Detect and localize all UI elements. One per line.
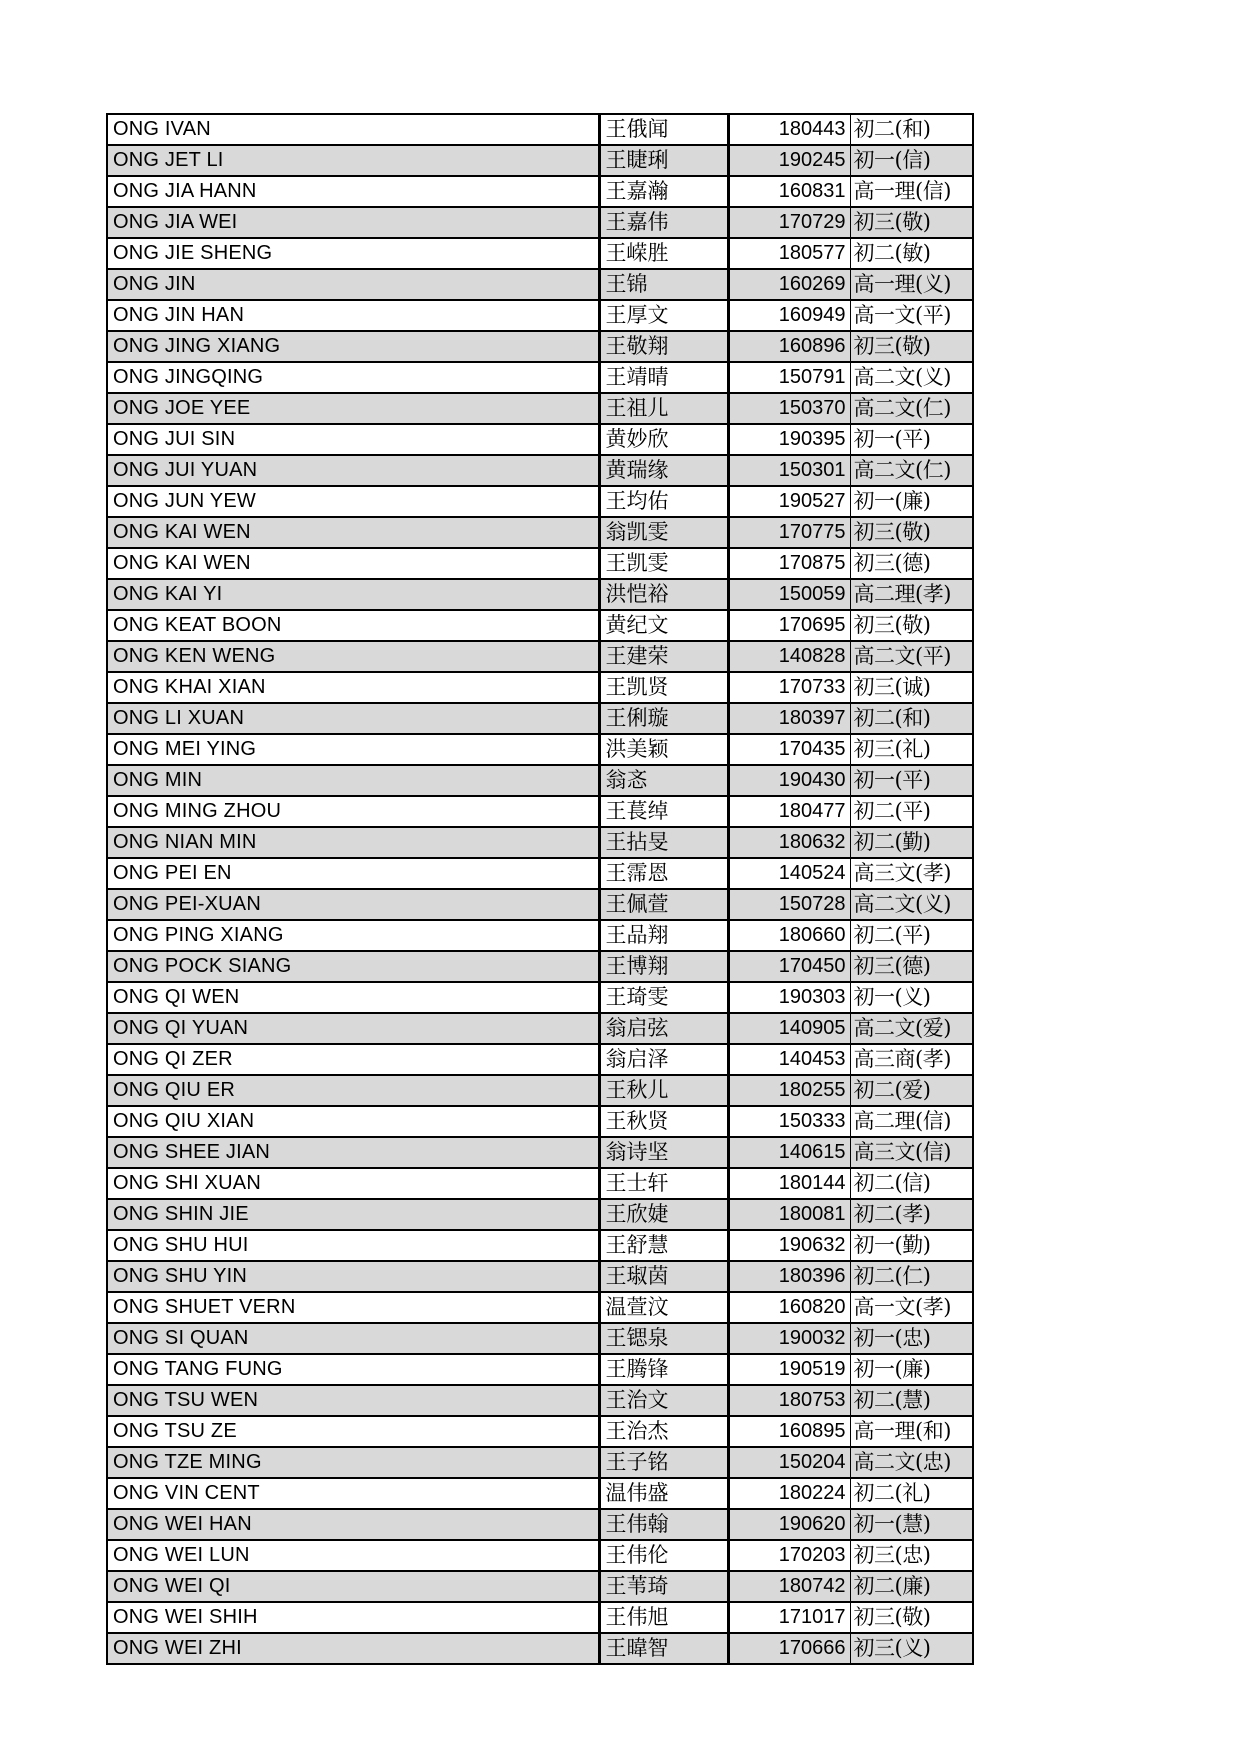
cell-class: 初三(敬) (850, 610, 973, 641)
cell-english-name: ONG WEI QI (107, 1571, 599, 1602)
cell-english-name: ONG SHU HUI (107, 1230, 599, 1261)
cell-english-name: ONG SI QUAN (107, 1323, 599, 1354)
cell-student-id: 180255 (728, 1075, 850, 1106)
cell-class: 初一(廉) (850, 1354, 973, 1385)
cell-english-name: ONG TZE MING (107, 1447, 599, 1478)
cell-student-id: 150370 (728, 393, 850, 424)
cell-chinese-name: 王萇绰 (599, 796, 728, 827)
cell-chinese-name: 翁启泽 (599, 1044, 728, 1075)
cell-english-name: ONG TSU WEN (107, 1385, 599, 1416)
cell-english-name: ONG PEI-XUAN (107, 889, 599, 920)
cell-class: 初一(平) (850, 765, 973, 796)
cell-class: 初三(义) (850, 1633, 973, 1664)
cell-chinese-name: 翁凯雯 (599, 517, 728, 548)
cell-student-id: 190620 (728, 1509, 850, 1540)
cell-class: 高二理(信) (850, 1106, 973, 1137)
cell-chinese-name: 王俄闻 (599, 114, 728, 145)
cell-class: 初二(廉) (850, 1571, 973, 1602)
cell-class: 初二(信) (850, 1168, 973, 1199)
cell-english-name: ONG JIN HAN (107, 300, 599, 331)
cell-chinese-name: 温萱汶 (599, 1292, 728, 1323)
cell-chinese-name: 王凯雯 (599, 548, 728, 579)
cell-chinese-name: 王伟旭 (599, 1602, 728, 1633)
cell-chinese-name: 王伟翰 (599, 1509, 728, 1540)
cell-english-name: ONG KHAI XIAN (107, 672, 599, 703)
cell-student-id: 170695 (728, 610, 850, 641)
cell-chinese-name: 王建荣 (599, 641, 728, 672)
table-row (107, 1137, 973, 1168)
cell-student-id: 190527 (728, 486, 850, 517)
cell-student-id: 170203 (728, 1540, 850, 1571)
cell-chinese-name: 王霈恩 (599, 858, 728, 889)
cell-chinese-name: 王厚文 (599, 300, 728, 331)
table-row (107, 703, 973, 734)
cell-class: 初二(仁) (850, 1261, 973, 1292)
cell-student-id: 180397 (728, 703, 850, 734)
table-row (107, 1447, 973, 1478)
cell-chinese-name: 翁诗坚 (599, 1137, 728, 1168)
cell-student-id: 140453 (728, 1044, 850, 1075)
cell-student-id: 140828 (728, 641, 850, 672)
cell-chinese-name: 王锶泉 (599, 1323, 728, 1354)
cell-chinese-name: 王靖晴 (599, 362, 728, 393)
table-row (107, 1044, 973, 1075)
table-row (107, 765, 973, 796)
cell-english-name: ONG QI YUAN (107, 1013, 599, 1044)
cell-class: 初二(敏) (850, 238, 973, 269)
cell-student-id: 180224 (728, 1478, 850, 1509)
cell-english-name: ONG JIN (107, 269, 599, 300)
table-row (107, 827, 973, 858)
cell-chinese-name: 黄纪文 (599, 610, 728, 641)
cell-english-name: ONG TANG FUNG (107, 1354, 599, 1385)
table-row (107, 1416, 973, 1447)
table-row (107, 1540, 973, 1571)
cell-chinese-name: 王治杰 (599, 1416, 728, 1447)
table-row (107, 114, 973, 145)
cell-chinese-name: 王敬翔 (599, 331, 728, 362)
cell-english-name: ONG JUI SIN (107, 424, 599, 455)
cell-chinese-name: 王子铭 (599, 1447, 728, 1478)
cell-class: 初一(勤) (850, 1230, 973, 1261)
table-row (107, 1354, 973, 1385)
cell-english-name: ONG SHUET VERN (107, 1292, 599, 1323)
cell-student-id: 160269 (728, 269, 850, 300)
cell-student-id: 140615 (728, 1137, 850, 1168)
cell-student-id: 180081 (728, 1199, 850, 1230)
cell-class: 高一理(和) (850, 1416, 973, 1447)
cell-class: 初二(和) (850, 114, 973, 145)
cell-student-id: 150791 (728, 362, 850, 393)
table-row (107, 1323, 973, 1354)
cell-chinese-name: 王苇琦 (599, 1571, 728, 1602)
cell-english-name: ONG QIU ER (107, 1075, 599, 1106)
cell-english-name: ONG JIA WEI (107, 207, 599, 238)
cell-english-name: ONG MIN (107, 765, 599, 796)
table-row (107, 672, 973, 703)
cell-class: 初三(敬) (850, 517, 973, 548)
table-row (107, 951, 973, 982)
cell-student-id: 190303 (728, 982, 850, 1013)
cell-student-id: 140905 (728, 1013, 850, 1044)
cell-chinese-name: 王祖儿 (599, 393, 728, 424)
cell-english-name: ONG JIA HANN (107, 176, 599, 207)
cell-chinese-name: 黄瑞缘 (599, 455, 728, 486)
table-row (107, 1602, 973, 1633)
cell-class: 高二文(仁) (850, 455, 973, 486)
cell-student-id: 160949 (728, 300, 850, 331)
cell-student-id: 190245 (728, 145, 850, 176)
table-row (107, 238, 973, 269)
cell-english-name: ONG WEI LUN (107, 1540, 599, 1571)
cell-student-id: 170450 (728, 951, 850, 982)
cell-english-name: ONG KEN WENG (107, 641, 599, 672)
table-row (107, 1509, 973, 1540)
cell-class: 初一(平) (850, 424, 973, 455)
cell-english-name: ONG KEAT BOON (107, 610, 599, 641)
table-row (107, 579, 973, 610)
cell-student-id: 170733 (728, 672, 850, 703)
cell-student-id: 170875 (728, 548, 850, 579)
table-row (107, 207, 973, 238)
table-row (107, 734, 973, 765)
cell-student-id: 170729 (728, 207, 850, 238)
cell-class: 初三(敬) (850, 1602, 973, 1633)
cell-student-id: 170775 (728, 517, 850, 548)
cell-english-name: ONG POCK SIANG (107, 951, 599, 982)
cell-student-id: 180577 (728, 238, 850, 269)
table-row (107, 331, 973, 362)
cell-english-name: ONG KAI WEN (107, 548, 599, 579)
cell-student-id: 190632 (728, 1230, 850, 1261)
cell-chinese-name: 温伟盛 (599, 1478, 728, 1509)
table-row (107, 517, 973, 548)
table-row (107, 1199, 973, 1230)
table-row (107, 982, 973, 1013)
table-row (107, 889, 973, 920)
table-row (107, 362, 973, 393)
cell-chinese-name: 王佩萱 (599, 889, 728, 920)
cell-student-id: 180396 (728, 1261, 850, 1292)
cell-student-id: 150728 (728, 889, 850, 920)
cell-english-name: ONG JING XIANG (107, 331, 599, 362)
cell-english-name: ONG VIN CENT (107, 1478, 599, 1509)
cell-student-id: 190395 (728, 424, 850, 455)
table-row (107, 393, 973, 424)
cell-class: 初二(平) (850, 920, 973, 951)
cell-chinese-name: 王嵘胜 (599, 238, 728, 269)
cell-english-name: ONG SHIN JIE (107, 1199, 599, 1230)
cell-student-id: 150204 (728, 1447, 850, 1478)
cell-class: 初三(礼) (850, 734, 973, 765)
table-row (107, 424, 973, 455)
cell-chinese-name: 翁忞 (599, 765, 728, 796)
cell-class: 高三文(孝) (850, 858, 973, 889)
cell-english-name: ONG KAI WEN (107, 517, 599, 548)
cell-english-name: ONG WEI HAN (107, 1509, 599, 1540)
cell-class: 初二(爱) (850, 1075, 973, 1106)
table-row (107, 1106, 973, 1137)
cell-chinese-name: 王俐璇 (599, 703, 728, 734)
cell-english-name: ONG JOE YEE (107, 393, 599, 424)
cell-class: 初三(诚) (850, 672, 973, 703)
cell-chinese-name: 王暐智 (599, 1633, 728, 1664)
cell-chinese-name: 王均佑 (599, 486, 728, 517)
cell-english-name: ONG QIU XIAN (107, 1106, 599, 1137)
table-row (107, 1292, 973, 1323)
cell-class: 初三(德) (850, 548, 973, 579)
table-row (107, 1478, 973, 1509)
cell-english-name: ONG TSU ZE (107, 1416, 599, 1447)
cell-student-id: 160831 (728, 176, 850, 207)
table-row (107, 610, 973, 641)
cell-class: 初一(义) (850, 982, 973, 1013)
cell-student-id: 190430 (728, 765, 850, 796)
cell-english-name: ONG WEI SHIH (107, 1602, 599, 1633)
cell-english-name: ONG PING XIANG (107, 920, 599, 951)
table-row (107, 641, 973, 672)
table-row (107, 1571, 973, 1602)
cell-student-id: 180753 (728, 1385, 850, 1416)
cell-student-id: 140524 (728, 858, 850, 889)
cell-english-name: ONG IVAN (107, 114, 599, 145)
cell-class: 初二(平) (850, 796, 973, 827)
cell-chinese-name: 王凯贤 (599, 672, 728, 703)
table-row (107, 1261, 973, 1292)
table-row (107, 1168, 973, 1199)
cell-class: 初三(敬) (850, 207, 973, 238)
cell-chinese-name: 王欣婕 (599, 1199, 728, 1230)
table-row (107, 300, 973, 331)
table-row (107, 269, 973, 300)
cell-class: 初二(孝) (850, 1199, 973, 1230)
table-row (107, 1230, 973, 1261)
table-row (107, 455, 973, 486)
cell-english-name: ONG JUI YUAN (107, 455, 599, 486)
cell-student-id: 171017 (728, 1602, 850, 1633)
table-row (107, 1385, 973, 1416)
cell-student-id: 180632 (728, 827, 850, 858)
cell-english-name: ONG JET LI (107, 145, 599, 176)
table-row (107, 920, 973, 951)
cell-chinese-name: 王拈旻 (599, 827, 728, 858)
cell-english-name: ONG MEI YING (107, 734, 599, 765)
cell-class: 高二文(忠) (850, 1447, 973, 1478)
cell-class: 初三(德) (850, 951, 973, 982)
cell-class: 高一理(义) (850, 269, 973, 300)
table-row (107, 1075, 973, 1106)
cell-class: 高一文(孝) (850, 1292, 973, 1323)
table-row (107, 858, 973, 889)
cell-english-name: ONG QI ZER (107, 1044, 599, 1075)
cell-english-name: ONG JUN YEW (107, 486, 599, 517)
cell-class: 初一(信) (850, 145, 973, 176)
cell-english-name: ONG SHEE JIAN (107, 1137, 599, 1168)
cell-english-name: ONG PEI EN (107, 858, 599, 889)
student-table-body (107, 114, 973, 1664)
table-row (107, 486, 973, 517)
cell-english-name: ONG LI XUAN (107, 703, 599, 734)
cell-student-id: 190032 (728, 1323, 850, 1354)
cell-class: 初一(慧) (850, 1509, 973, 1540)
cell-student-id: 150301 (728, 455, 850, 486)
cell-class: 高一理(信) (850, 176, 973, 207)
cell-student-id: 150059 (728, 579, 850, 610)
table-row (107, 1633, 973, 1664)
cell-student-id: 160820 (728, 1292, 850, 1323)
cell-student-id: 150333 (728, 1106, 850, 1137)
cell-class: 高二文(义) (850, 889, 973, 920)
cell-chinese-name: 王博翔 (599, 951, 728, 982)
table-row (107, 548, 973, 579)
cell-student-id: 170666 (728, 1633, 850, 1664)
cell-chinese-name: 王嘉瀚 (599, 176, 728, 207)
cell-class: 高二文(仁) (850, 393, 973, 424)
cell-class: 高二文(爱) (850, 1013, 973, 1044)
cell-class: 初二(和) (850, 703, 973, 734)
cell-chinese-name: 黄妙欣 (599, 424, 728, 455)
cell-chinese-name: 王睫琍 (599, 145, 728, 176)
cell-chinese-name: 王舒慧 (599, 1230, 728, 1261)
cell-class: 初三(敬) (850, 331, 973, 362)
cell-student-id: 170435 (728, 734, 850, 765)
cell-class: 初三(忠) (850, 1540, 973, 1571)
cell-chinese-name: 王士轩 (599, 1168, 728, 1199)
cell-english-name: ONG WEI ZHI (107, 1633, 599, 1664)
cell-class: 高二文(平) (850, 641, 973, 672)
cell-student-id: 180742 (728, 1571, 850, 1602)
cell-class: 高三文(信) (850, 1137, 973, 1168)
cell-english-name: ONG QI WEN (107, 982, 599, 1013)
cell-chinese-name: 王品翔 (599, 920, 728, 951)
table-row (107, 176, 973, 207)
cell-class: 高一文(平) (850, 300, 973, 331)
cell-class: 高三商(孝) (850, 1044, 973, 1075)
cell-class: 高二理(孝) (850, 579, 973, 610)
cell-student-id: 190519 (728, 1354, 850, 1385)
cell-chinese-name: 王秋贤 (599, 1106, 728, 1137)
cell-chinese-name: 洪恺裕 (599, 579, 728, 610)
table-row (107, 1013, 973, 1044)
cell-chinese-name: 王琦雯 (599, 982, 728, 1013)
table-row (107, 796, 973, 827)
cell-class: 初二(慧) (850, 1385, 973, 1416)
cell-chinese-name: 王琡茵 (599, 1261, 728, 1292)
cell-class: 初二(礼) (850, 1478, 973, 1509)
cell-chinese-name: 王伟伦 (599, 1540, 728, 1571)
cell-student-id: 160896 (728, 331, 850, 362)
cell-english-name: ONG KAI YI (107, 579, 599, 610)
cell-student-id: 160895 (728, 1416, 850, 1447)
student-table (106, 113, 974, 1665)
cell-english-name: ONG MING ZHOU (107, 796, 599, 827)
cell-class: 初二(勤) (850, 827, 973, 858)
cell-chinese-name: 王治文 (599, 1385, 728, 1416)
cell-chinese-name: 王腾锋 (599, 1354, 728, 1385)
cell-chinese-name: 洪美颖 (599, 734, 728, 765)
cell-class: 初一(忠) (850, 1323, 973, 1354)
cell-chinese-name: 王嘉伟 (599, 207, 728, 238)
cell-chinese-name: 王锦 (599, 269, 728, 300)
cell-class: 高二文(义) (850, 362, 973, 393)
cell-student-id: 180477 (728, 796, 850, 827)
cell-english-name: ONG JINGQING (107, 362, 599, 393)
table-row (107, 145, 973, 176)
cell-chinese-name: 翁启弦 (599, 1013, 728, 1044)
cell-student-id: 180144 (728, 1168, 850, 1199)
cell-class: 初一(廉) (850, 486, 973, 517)
cell-english-name: ONG SHI XUAN (107, 1168, 599, 1199)
cell-student-id: 180443 (728, 114, 850, 145)
cell-english-name: ONG NIAN MIN (107, 827, 599, 858)
cell-chinese-name: 王秋儿 (599, 1075, 728, 1106)
cell-english-name: ONG JIE SHENG (107, 238, 599, 269)
cell-student-id: 180660 (728, 920, 850, 951)
cell-english-name: ONG SHU YIN (107, 1261, 599, 1292)
